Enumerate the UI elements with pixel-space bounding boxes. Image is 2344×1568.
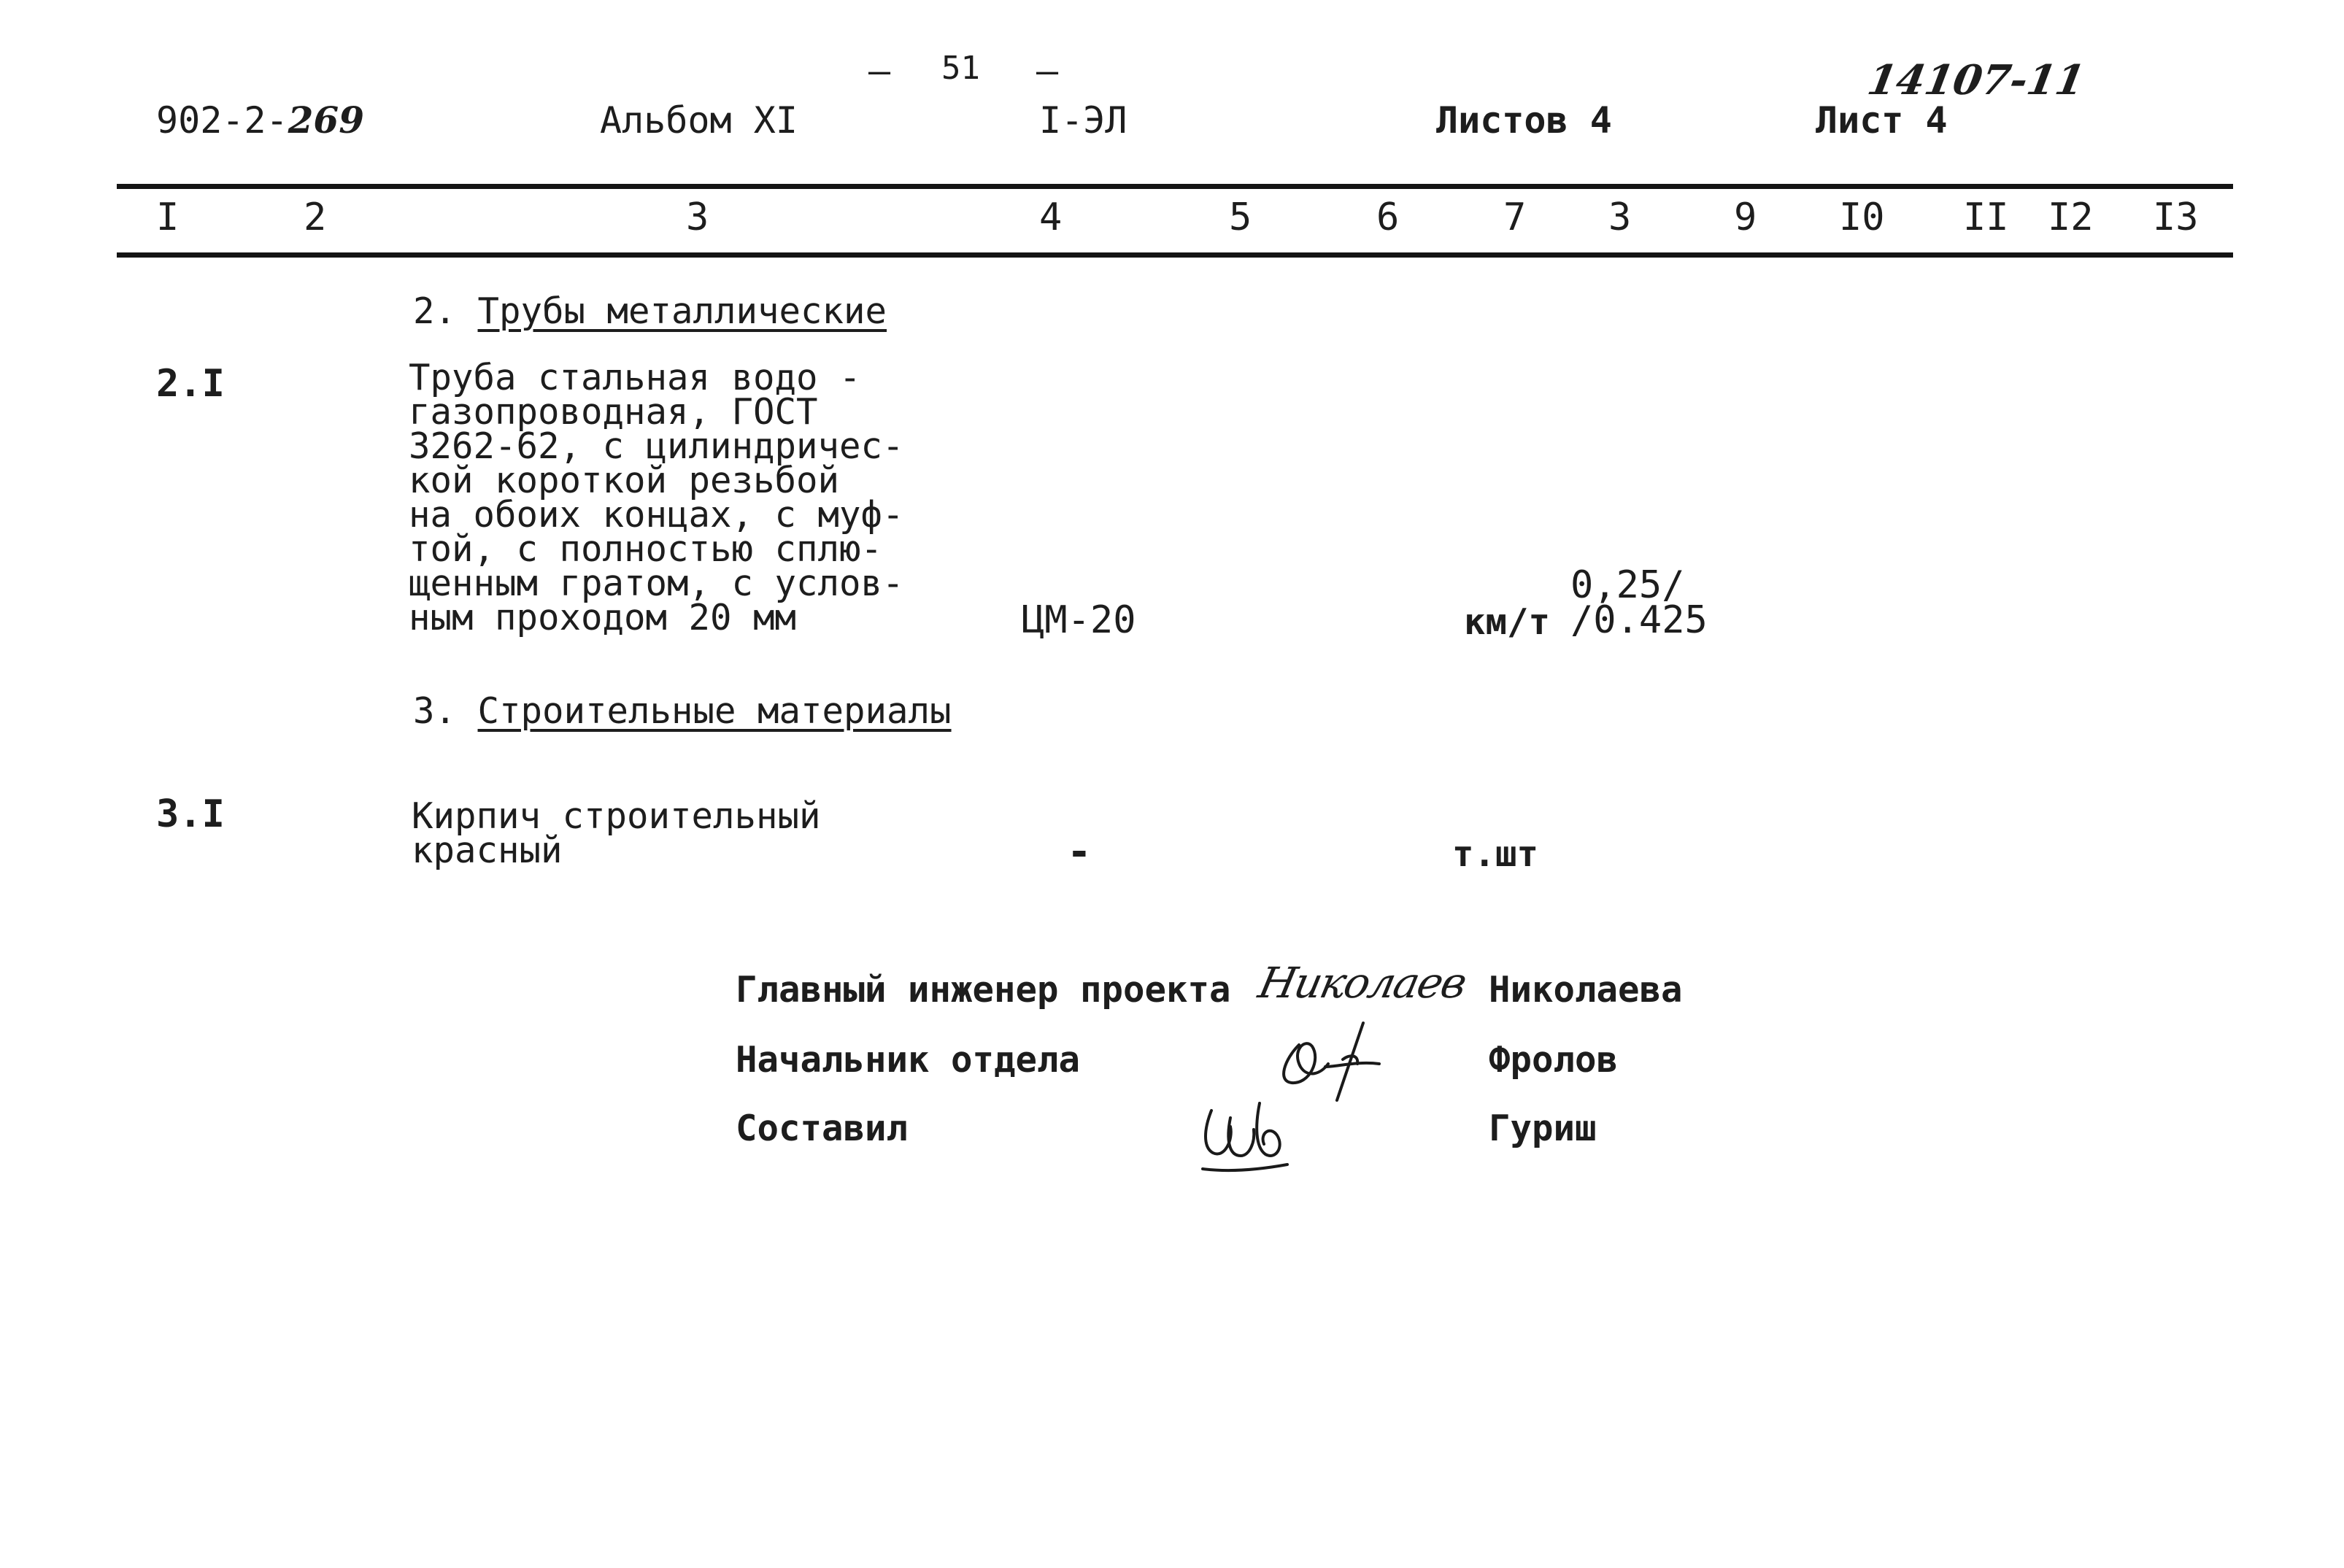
description-line: газопроводная, ГОСТ	[409, 391, 818, 433]
sheet-number: Лист 4	[1816, 99, 1948, 142]
description-line: щенным гратом, с услов-	[409, 563, 904, 604]
column-number-11: II	[1963, 196, 2009, 239]
column-number-2: 2	[304, 196, 327, 239]
item-2-1-description	[409, 357, 904, 638]
header-rule-bottom	[117, 252, 2233, 258]
description-line: 3262-62, с цилиндричес-	[409, 425, 904, 467]
column-number-6: 6	[1376, 196, 1400, 239]
signature-role-chief-engineer: Главный инженер проекта	[736, 969, 1231, 1011]
signature-handwritten-chief-engineer: Николаев	[1254, 958, 1470, 1008]
section-2-number: 2.	[413, 290, 457, 332]
description-line: на обоих концах, с муф-	[409, 494, 904, 536]
column-number-12: I2	[2048, 196, 2094, 239]
column-number-13: I3	[2153, 196, 2199, 239]
description-line: той, с полностью сплю-	[409, 528, 883, 570]
column-number-3: 3	[686, 196, 709, 239]
column-number-10: I0	[1839, 196, 1885, 239]
description-line: ным проходом 20 мм	[409, 597, 797, 638]
item-3-1-description-line-1: Кирпич строительный	[412, 795, 821, 837]
signature-role-department-head: Начальник отдела	[736, 1039, 1081, 1081]
column-number-9: 9	[1734, 196, 1757, 239]
album-label: Альбом XI	[600, 99, 798, 142]
document-code-handwritten: 269	[288, 99, 364, 142]
sheets-total: Листов 4	[1436, 99, 1612, 142]
signature-mark-compiler	[1197, 1089, 1306, 1183]
section-2-title: Трубы металлические	[477, 290, 887, 332]
column-number-8: 3	[1608, 196, 1632, 239]
column-number-7: 7	[1503, 196, 1527, 239]
inventory-number-handwritten: 14107-11	[1864, 56, 2089, 104]
item-2-1-number: 2.I	[156, 362, 225, 406]
item-3-1-unit: т.шт	[1452, 833, 1539, 875]
item-2-1-code: ЦМ-20	[1022, 598, 1136, 642]
signature-name-chief-engineer: Николаева	[1489, 969, 1683, 1011]
page-number: 51	[941, 50, 980, 87]
section-3-heading	[413, 690, 952, 732]
dash-left: –	[868, 50, 891, 92]
item-3-1-code: -	[1067, 828, 1092, 876]
section-3-title: Строительные материалы	[477, 690, 952, 732]
document-code-prefix: 902-2-	[156, 99, 288, 142]
signature-name-compiler: Гуриш	[1489, 1108, 1597, 1149]
signature-name-department-head: Фролов	[1489, 1039, 1619, 1081]
item-3-1-description-line-2: красный	[412, 830, 563, 871]
column-number-5: 5	[1229, 196, 1252, 239]
item-2-1-quantity-top: 0,25/	[1570, 563, 1685, 607]
header-rule-top	[117, 184, 2233, 189]
description-line: кой короткой резьбой	[409, 460, 840, 501]
column-number-4: 4	[1039, 196, 1063, 239]
item-2-1-quantity-bottom: /0.425	[1570, 598, 1708, 642]
column-number-1: I	[156, 196, 180, 239]
signature-role-compiler: Составил	[736, 1108, 909, 1149]
description-line: Труба стальная водо -	[409, 357, 861, 398]
item-3-1-number: 3.I	[156, 792, 225, 836]
section-3-number: 3.	[413, 690, 457, 732]
document-code	[156, 99, 364, 142]
dash-right: –	[1036, 50, 1059, 92]
item-2-1-unit: км/т	[1464, 601, 1551, 643]
section-code: I-ЭЛ	[1039, 99, 1127, 142]
section-2-heading	[413, 290, 887, 332]
